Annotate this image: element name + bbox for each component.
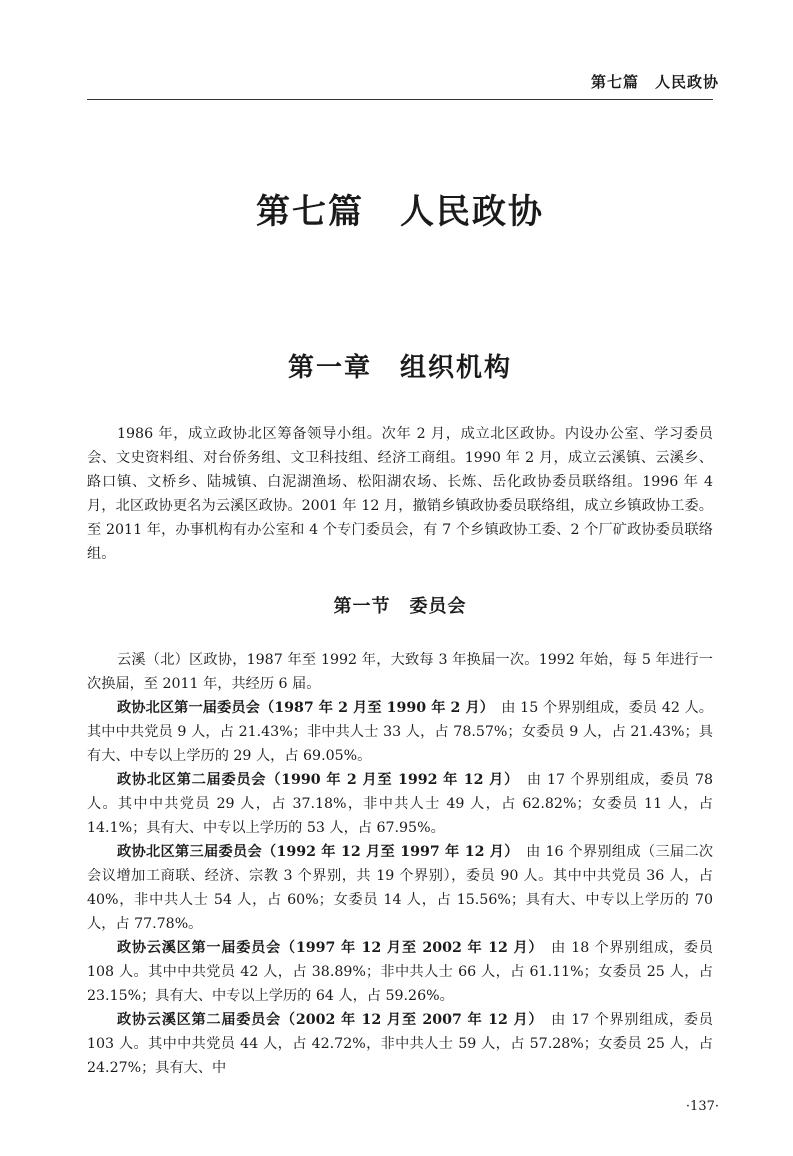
committee-text: 由 17 个界别组成，委员 103 人。其中中共党员 44 人，占 42.72%，非中共人士 59 人，占 57.28%；女委员 25 人，占 24.27%；具有大、中 bbox=[87, 1012, 713, 1076]
committee-paragraph bbox=[87, 1008, 713, 1080]
committee-heading: 政协北区第三届委员会（1992 年 12 月至 1997 年 12 月） bbox=[117, 844, 512, 860]
committee-heading: 政协北区第一届委员会（1987 年 2 月至 1990 年 2 月） bbox=[117, 700, 487, 716]
running-header: 第七篇 人民政协 bbox=[590, 73, 719, 91]
committee-heading: 政协云溪区第二届委员会（2002 年 12 月至 2007 年 12 月） bbox=[117, 1012, 537, 1028]
committee-text: 由 16 个界别组成（三届二次会议增加工商联、经济、宗教 3 个界别，共 19 个界别），委员 90 人。其中中共党员 36 人，占 40%，非中共人士 54 人，占 60%；女委员 14 人，占 15.56%；具有大、中专以上学历的 70 人，占 77.78%。 bbox=[87, 844, 714, 932]
header-rule bbox=[87, 99, 713, 100]
committee-paragraph bbox=[87, 696, 713, 768]
committee-text: 由 15 个界别组成，委员 42 人。其中中共党员 9 人，占 21.43%；非中共人士 33 人，占 78.57%；女委员 9 人，占 21.43%；具有大、中专以上学历的 29 人，占 69.05%。 bbox=[87, 700, 713, 764]
committee-paragraph bbox=[87, 936, 713, 1008]
committee-text: 由 17 个界别组成，委员 78 人。其中中共党员 29 人，占 37.18%，非中共人士 49 人，占 62.82%；女委员 11 人，占 14.1%；具有大、中专以上学历的 53 人，占 67.95%。 bbox=[87, 772, 713, 836]
section-title: 第一节 委员会 bbox=[333, 596, 467, 617]
intro-paragraph: 1986 年，成立政协北区筹备领导小组。次年 2 月，成立北区政协。内设办公室、学习委员会、文史资料组、对台侨务组、文卫科技组、经济工商组。1990 年 2 月，成立云溪镇、云溪乡、路口镇、文桥乡、陆城镇、白泥湖渔场、松阳湖农场、长炼、岳化政协委员联络组。1996 年 4 月，北区政协更名为云溪区政协。2001 年 12 月，撤销乡镇政协委员联络组，成立乡镇政协工委。至 2011 年，办事机构有办公室和 4 个专门委员会，有 7 个乡镇政协工委、2 个厂矿政协委员联络组。 bbox=[87, 426, 713, 562]
chapter-intro bbox=[87, 422, 713, 566]
part-title: 第七篇 人民政协 bbox=[256, 192, 544, 232]
section-intro-paragraph: 云溪（北）区政协，1987 年至 1992 年，大致每 3 年换届一次。1992 年始，每 5 年进行一次换届，至 2011 年，共经历 6 届。 bbox=[87, 652, 713, 692]
chapter-title: 第一章 组织机构 bbox=[287, 353, 512, 383]
page-number: ·137· bbox=[685, 1099, 719, 1114]
section-body bbox=[87, 648, 713, 1080]
page bbox=[87, 0, 719, 1156]
committee-paragraph bbox=[87, 840, 713, 936]
committee-text: 由 18 个界别组成，委员 108 人。其中中共党员 42 人，占 38.89%；非中共人士 66 人，占 61.11%；女委员 25 人，占 23.15%；具有大、中专以上学历的 64 人，占 59.26%。 bbox=[87, 940, 713, 1004]
committee-paragraph bbox=[87, 768, 713, 840]
committee-heading: 政协北区第二届委员会（1990 年 2 月至 1992 年 12 月） bbox=[117, 772, 512, 788]
committee-heading: 政协云溪区第一届委员会（1997 年 12 月至 2002 年 12 月） bbox=[117, 940, 537, 956]
